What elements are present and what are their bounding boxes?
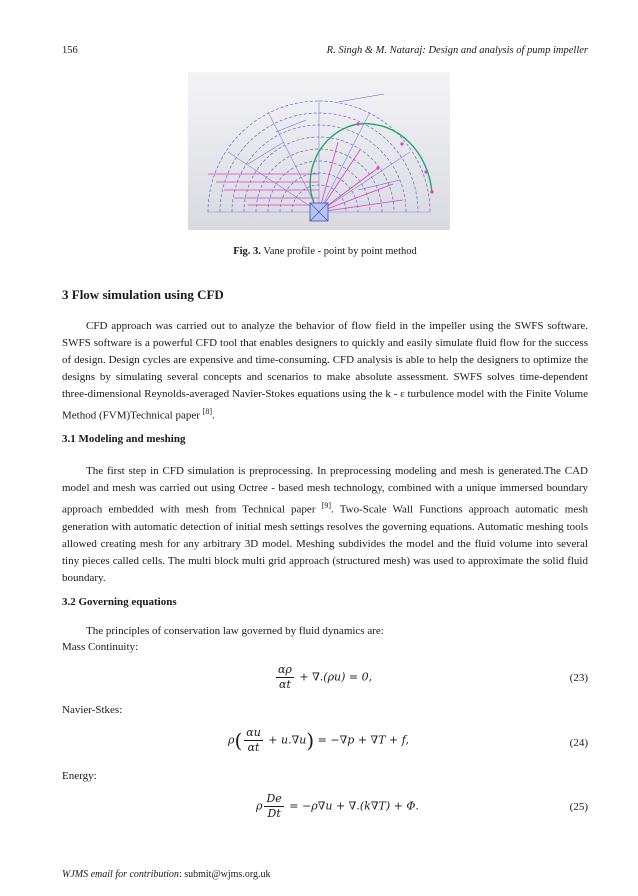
eq24-rest: = −∇p + ∇T + f, — [314, 733, 409, 747]
eq23-rest: + ∇.(ρu) = 0, — [295, 670, 373, 684]
eq25-fraction — [264, 792, 283, 821]
eq23-numerator: αρ — [278, 663, 292, 676]
section-3-1-heading: 3.1 Modeling and meshing — [62, 433, 186, 445]
footer-label: WJMS email for contribution — [62, 869, 179, 880]
eq25-numerator: De — [266, 792, 282, 805]
equation-25 — [256, 792, 419, 821]
eq25-denominator: Dt — [267, 807, 281, 820]
energy-label: Energy: — [62, 770, 97, 782]
mass-continuity-label: Mass Continuity: — [62, 641, 139, 653]
conservation-intro: The principles of conservation law governed by fluid dynamics are: — [86, 625, 384, 637]
eq24-numerator: αu — [246, 726, 261, 739]
equation-23 — [274, 663, 372, 692]
equation-24-number: (24) — [569, 737, 588, 749]
section-3-paragraph — [62, 318, 588, 425]
eq25-rest: = −ρ∇u + ∇.(k∇T) + Φ. — [285, 799, 419, 813]
section-3-heading: 3 Flow simulation using CFD — [62, 287, 224, 302]
footer — [62, 869, 270, 880]
equation-24: ρ( $\frac{\alpha u}{\alpha t}$ + u.∇u) = −∇p + ∇T + f, — [228, 726, 409, 754]
figure-caption — [62, 246, 588, 257]
page-number: 156 — [62, 45, 78, 56]
caption-text: Vane profile - point by point method — [260, 246, 417, 257]
equation-25-number: (25) — [569, 801, 588, 813]
eq24-denominator: αt — [247, 741, 260, 754]
vane-profile-drawing — [188, 72, 450, 230]
section-3-1-body-b: . Two-Scale Wall Functions approach automatic mesh generation with automatic detection of initial mesh settings resolves the governing equations. Automatic meshing tools allowed creating mesh for any arbitrary 3D model. Meshing subdivides the model and the fluid volume into several tiny pieces called cells. The multi block multi grid approach (structured mesh) was used to approximate the solid fluid boundary. — [62, 503, 588, 584]
navier-stokes-label: Navier-Stkes: — [62, 704, 123, 716]
running-title: R. Singh & M. Nataraj: Design and analysis of pump impeller — [326, 45, 588, 56]
footer-email: : submit@wjms.org.uk — [178, 869, 271, 880]
eq23-denominator: αt — [279, 678, 291, 691]
citation-8: [8] — [202, 407, 212, 416]
eq23-fraction — [276, 663, 294, 692]
section-3-1-paragraph — [62, 463, 588, 587]
section-3-2-heading: 3.2 Governing equations — [62, 596, 177, 608]
eq24-inner: + u.∇u — [264, 733, 307, 747]
eq25-rho: ρ — [256, 799, 263, 813]
eq24-fraction — [244, 726, 263, 755]
eq24-rho: ρ — [228, 733, 235, 747]
citation-9: [9] — [321, 501, 331, 510]
caption-label: Fig. 3. — [233, 246, 261, 257]
section-3-1-body-a: The first step in CFD simulation is preprocessing. In preprocessing modeling and mesh is generated.The CAD model and mesh was carried out using Octree - based mesh technology, combined with a unique immersed boundary approach embedded with mesh from Technical paper — [62, 465, 588, 516]
section-3-body: CFD approach was carried out to analyze the behavior of flow field in the impeller using the SWFS software. SWFS software is a powerful CFD tool that enables designers to quickly and easily simulate fluid flow for the success of design. Design cycles are expensive and time-consuming. CFD analysis is able to help the designers to optimize the designs by simulating several concepts and scenarios to make absolute assessment. SWFS solves time-dependent three-dimensional Reynolds-averaged Navier-Stokes equations using the k - ε turbulence model with the Finite Volume Method (FVM)Technical paper — [62, 320, 588, 422]
equation-23-number: (23) — [569, 672, 588, 684]
vane-profile-figure — [188, 72, 450, 230]
section-3-body-end: . — [212, 409, 215, 422]
